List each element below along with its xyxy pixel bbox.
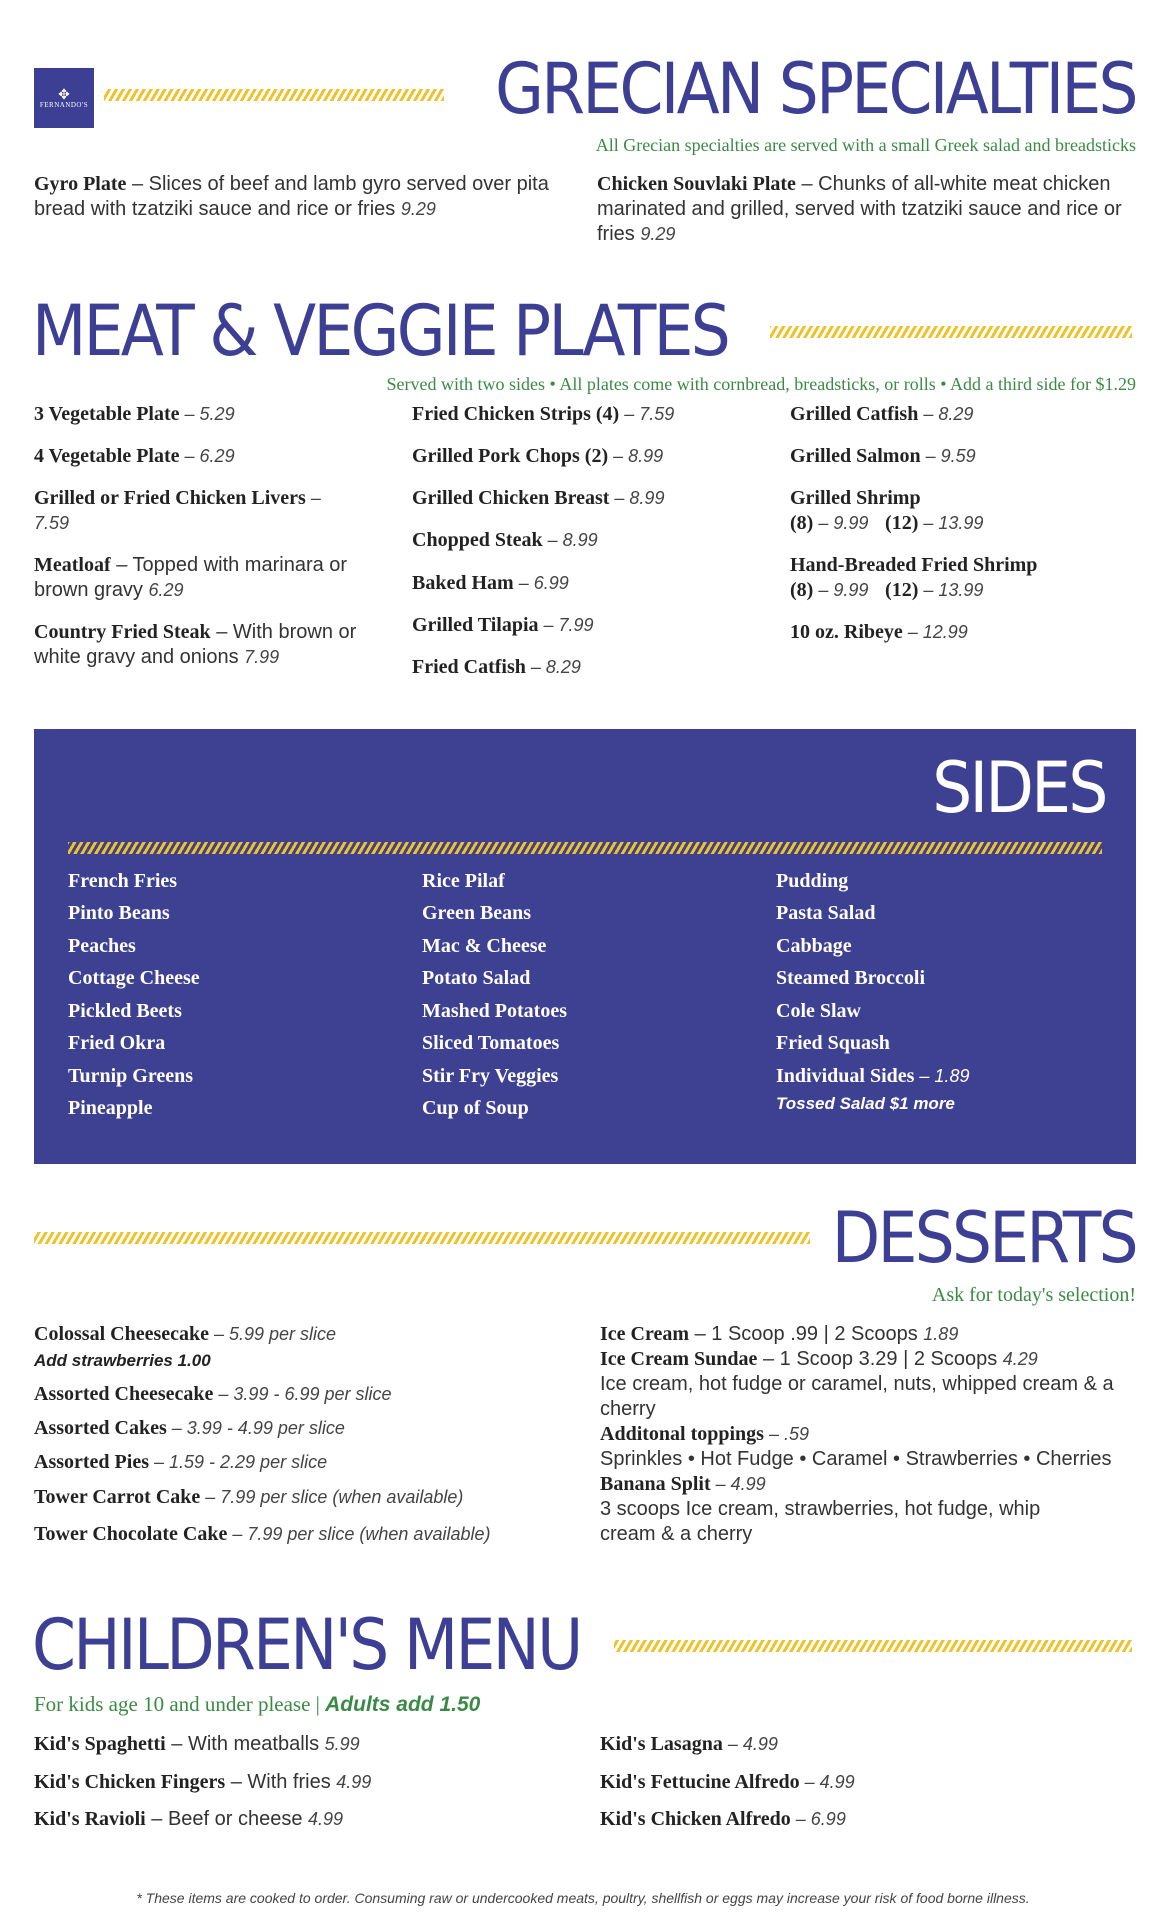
side-item: Steamed Broccoli — [776, 967, 926, 989]
crest-icon: ✥ — [58, 86, 70, 102]
menu-item: Baked Ham – 6.99 — [412, 572, 569, 594]
dessert-item: Colossal Cheesecake – 5.99 per slice — [34, 1323, 337, 1345]
side-item: Stir Fry Veggies — [422, 1065, 559, 1087]
side-item: French Fries — [68, 870, 178, 892]
side-item-individual: Individual Sides – 1.89 — [776, 1065, 970, 1087]
side-item: Pickled Beets — [68, 1000, 182, 1022]
dessert-item: Assorted Cheesecake – 3.99 - 6.99 per slice — [34, 1383, 392, 1405]
side-item: Rice Pilaf — [422, 870, 505, 892]
side-item: Peaches — [68, 935, 136, 957]
menu-item-chicken-souvlaki: Chicken Souvlaki Plate – Chunks of all-white meat chicken marinated and grilled, served with tzatziki sauce and rice or fries 9.29 — [597, 173, 1122, 245]
gold-hatch-divider — [104, 89, 444, 101]
kids-item: Kid's Spaghetti – With meatballs 5.99 — [34, 1733, 360, 1755]
banana-split-detail: 3 scoops Ice cream, strawberries, hot fudge, whip cream & a cherry — [600, 1498, 1041, 1545]
side-item: Cottage Cheese — [68, 967, 200, 989]
add-strawberries-note: Add strawberries 1.00 — [34, 1351, 211, 1370]
side-item: Mashed Potatoes — [422, 1000, 567, 1022]
menu-item: Country Fried Steak – With brown or white gravy and onions 7.99 — [34, 621, 357, 668]
gold-hatch-divider — [614, 1640, 1132, 1652]
menu-item-gyro-plate: Gyro Plate – Slices of beef and lamb gyro served over pita bread with tzatziki sauce and rice or fries 9.29 — [34, 173, 549, 220]
gold-hatch-divider — [34, 1232, 810, 1244]
dessert-item: Assorted Pies – 1.59 - 2.29 per slice — [34, 1451, 328, 1473]
childrens-subtitle: For kids age 10 and under please | Adults add 1.50 — [34, 1692, 481, 1716]
menu-item: Grilled or Fried Chicken Livers – 7.59 — [34, 487, 321, 533]
side-item: Fried Squash — [776, 1032, 890, 1054]
logo-text: FERNANDO'S — [39, 101, 89, 109]
menu-item: Grilled Pork Chops (2) – 8.99 — [412, 445, 664, 467]
dessert-item: Tower Chocolate Cake – 7.99 per slice (when available) — [34, 1523, 491, 1545]
side-item: Pineapple — [68, 1097, 153, 1119]
kids-item: Kid's Lasagna – 4.99 — [600, 1733, 778, 1755]
side-item: Mac & Cheese — [422, 935, 547, 957]
dessert-item-sundae: Ice Cream Sundae – 1 Scoop 3.29 | 2 Scoops 4.29 — [600, 1348, 1038, 1370]
grecian-subtitle: All Grecian specialties are served with a small Greek salad and breadsticks — [595, 135, 1136, 155]
dessert-item-toppings: Additonal toppings – .59 — [600, 1423, 810, 1445]
desserts-subtitle: Ask for today's selection! — [931, 1284, 1136, 1306]
sides-title: SIDES — [932, 747, 1106, 829]
dessert-item: Assorted Cakes – 3.99 - 4.99 per slice — [34, 1417, 345, 1439]
menu-item: 4 Vegetable Plate – 6.29 — [34, 445, 235, 467]
kids-item: Kid's Ravioli – Beef or cheese 4.99 — [34, 1808, 344, 1830]
sundae-detail: Ice cream, hot fudge or caramel, nuts, whipped cream & a cherry — [600, 1373, 1114, 1420]
menu-item: 3 Vegetable Plate – 5.29 — [34, 403, 235, 425]
menu-item: Fried Chicken Strips (4) – 7.59 — [412, 403, 675, 425]
food-safety-footnote: * These items are cooked to order. Consuming raw or undercooked meats, poultry, shellfish or eggs may increase your risk of food borne illness. — [136, 1890, 1030, 1906]
meat-veggie-subtitle: Served with two sides • All plates come with cornbread, breadsticks, or rolls • Add a third side for $1.29 — [386, 374, 1136, 394]
side-item: Cole Slaw — [776, 1000, 861, 1022]
sides-panel — [34, 729, 1136, 1164]
menu-item: Grilled Shrimp (8) – 9.99 (12) – 13.99 — [790, 487, 984, 534]
tossed-salad-note: Tossed Salad $1 more — [776, 1094, 955, 1113]
dessert-item-ice-cream: Ice Cream – 1 Scoop .99 | 2 Scoops 1.89 — [600, 1323, 959, 1345]
side-item: Potato Salad — [422, 967, 531, 989]
side-item: Pinto Beans — [68, 902, 170, 924]
menu-item: Grilled Catfish – 8.29 — [790, 403, 974, 425]
menu-item: Fried Catfish – 8.29 — [412, 656, 581, 678]
side-item: Turnip Greens — [68, 1065, 194, 1087]
side-item: Cup of Soup — [422, 1097, 529, 1119]
childrens-menu-title: CHILDREN'S MENU — [32, 1604, 581, 1686]
kids-item: Kid's Chicken Fingers – With fries 4.99 — [34, 1771, 372, 1793]
menu-item: Hand-Breaded Fried Shrimp (8) – 9.99 (12) – 13.99 — [790, 554, 1038, 601]
side-item: Sliced Tomatoes — [422, 1032, 560, 1054]
toppings-detail: Sprinkles • Hot Fudge • Caramel • Strawberries • Cherries — [600, 1448, 1112, 1470]
side-item: Fried Okra — [68, 1032, 166, 1054]
dessert-item: Tower Carrot Cake – 7.99 per slice (when available) — [34, 1486, 464, 1508]
menu-item: Meatloaf – Topped with marinara or brown gravy 6.29 — [34, 554, 348, 601]
menu-item: Grilled Salmon – 9.59 — [790, 445, 976, 467]
gold-hatch-divider — [770, 326, 1132, 338]
menu-item: 10 oz. Ribeye – 12.99 — [790, 621, 968, 643]
side-item: Pasta Salad — [776, 902, 876, 924]
kids-item: Kid's Chicken Alfredo – 6.99 — [600, 1808, 846, 1830]
kids-item: Kid's Fettucine Alfredo – 4.99 — [600, 1771, 855, 1793]
meat-veggie-title: MEAT & VEGGIE PLATES — [32, 290, 729, 372]
desserts-title: DESSERTS — [831, 1197, 1136, 1279]
side-item: Cabbage — [776, 935, 852, 957]
dessert-item-banana-split: Banana Split – 4.99 — [600, 1473, 766, 1495]
side-item: Green Beans — [422, 902, 532, 924]
restaurant-logo — [34, 68, 94, 128]
menu-item: Chopped Steak – 8.99 — [412, 529, 598, 551]
menu-item: Grilled Tilapia – 7.99 — [412, 614, 594, 636]
menu-item: Grilled Chicken Breast – 8.99 — [412, 487, 665, 509]
gold-hatch-divider — [68, 842, 1102, 854]
side-item: Pudding — [776, 870, 849, 892]
grecian-title: GRECIAN SPECIALTIES — [495, 48, 1136, 130]
